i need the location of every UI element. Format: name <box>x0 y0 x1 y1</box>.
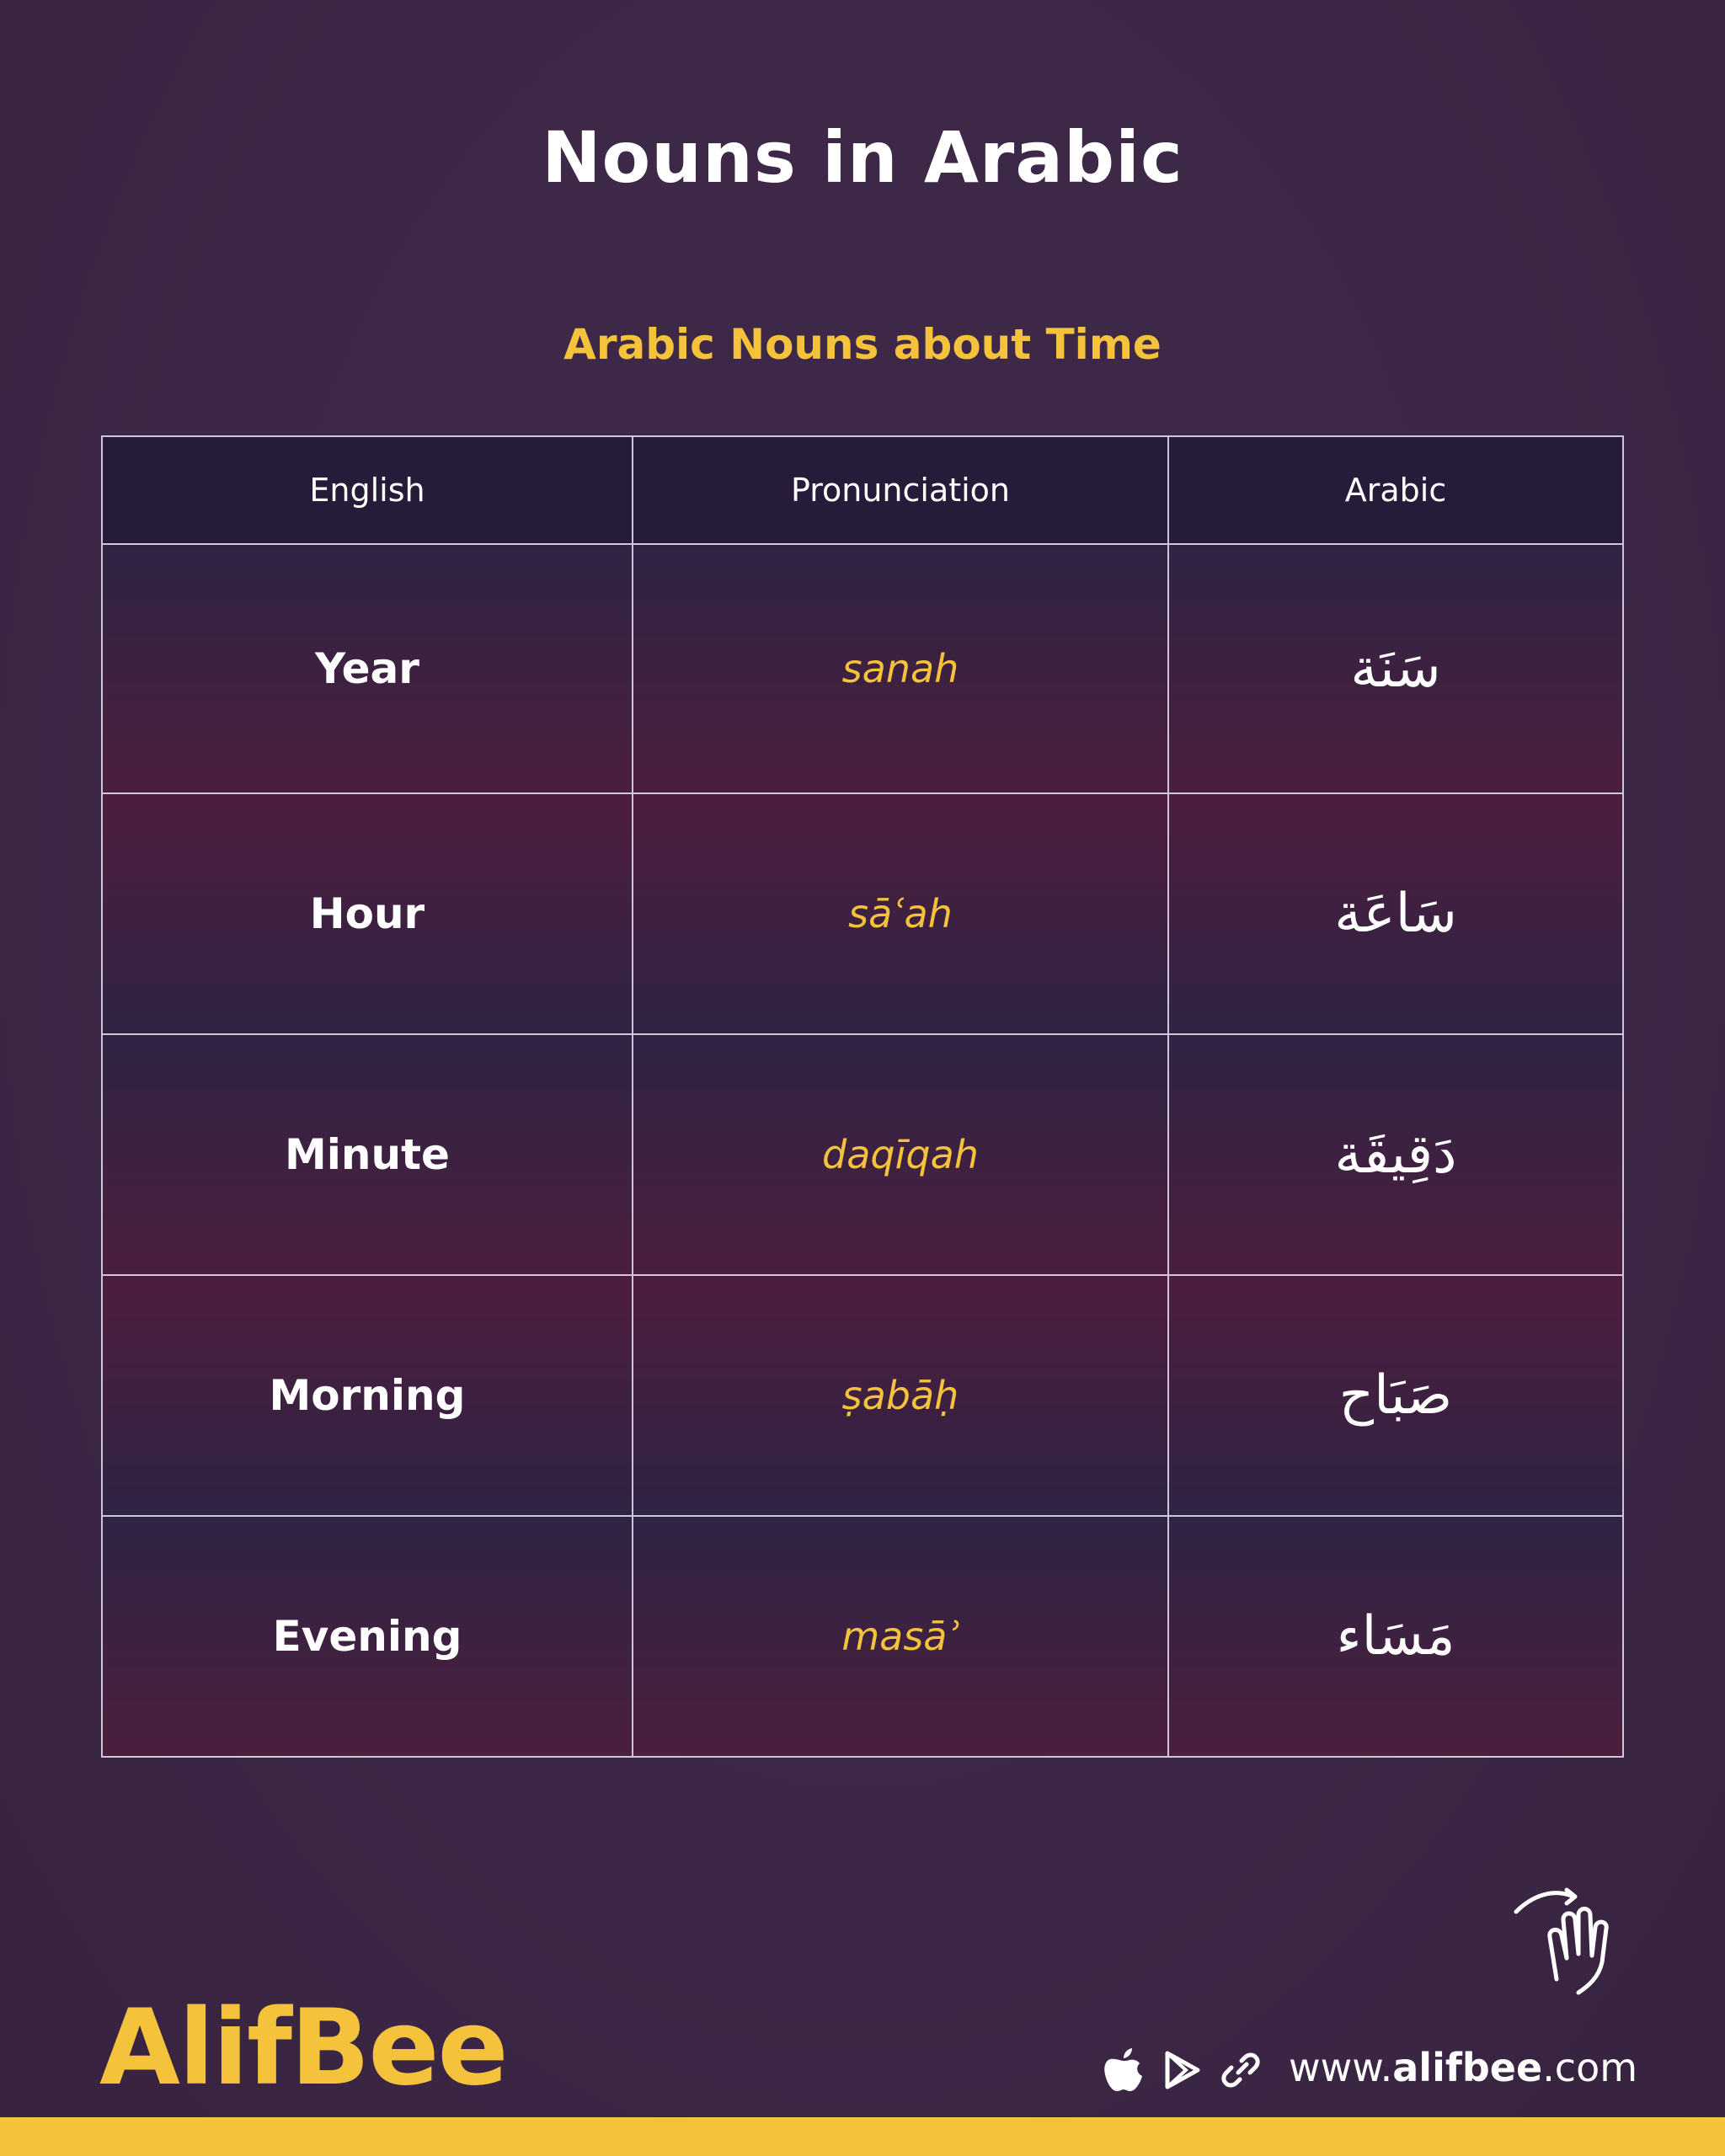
cell-english: Evening <box>102 1516 633 1757</box>
cell-pronunciation: sanah <box>633 544 1168 793</box>
cell-pronunciation: masāʾ <box>633 1516 1168 1757</box>
table-row <box>102 1034 1623 1275</box>
table-row <box>102 793 1623 1034</box>
footer-icons <box>1103 2045 1260 2095</box>
cell-arabic: صَبَاح <box>1168 1275 1623 1516</box>
alifbee-logo: AlifBee <box>99 1988 507 2109</box>
header-english: English <box>102 436 633 544</box>
table-row <box>102 1275 1623 1516</box>
cell-arabic: مَسَاء <box>1168 1516 1623 1757</box>
table-row <box>102 1516 1623 1757</box>
cell-arabic: دَقِيقَة <box>1168 1034 1623 1275</box>
site-suffix: .com <box>1542 2045 1638 2090</box>
apple-icon[interactable] <box>1103 2047 1144 2093</box>
header-pronunciation: Pronunciation <box>633 436 1168 544</box>
cell-pronunciation: daqīqah <box>633 1034 1168 1275</box>
play-store-icon[interactable] <box>1164 2051 1201 2089</box>
website-link[interactable] <box>1289 2045 1637 2090</box>
page-subtitle: Arabic Nouns about Time <box>563 320 1162 369</box>
table-row <box>102 544 1623 793</box>
site-domain: alifbee <box>1392 2045 1543 2090</box>
footer-accent-bar <box>0 2117 1725 2156</box>
cell-arabic: سَنَة <box>1168 544 1623 793</box>
page-title: Nouns in Arabic <box>542 116 1183 199</box>
cell-english: Minute <box>102 1034 633 1275</box>
link-icon[interactable] <box>1221 2051 1260 2089</box>
table-header-row <box>102 436 1623 544</box>
cell-pronunciation: ṣabāḥ <box>633 1275 1168 1516</box>
cell-pronunciation: sāʿah <box>633 793 1168 1034</box>
cell-english: Hour <box>102 793 633 1034</box>
nouns-table <box>101 435 1624 1758</box>
hand-tap-icon <box>1508 1878 1634 1996</box>
cell-english: Year <box>102 544 633 793</box>
site-prefix: www. <box>1289 2045 1393 2090</box>
cell-english: Morning <box>102 1275 633 1516</box>
header-arabic: Arabic <box>1168 436 1623 544</box>
cell-arabic: سَاعَة <box>1168 793 1623 1034</box>
